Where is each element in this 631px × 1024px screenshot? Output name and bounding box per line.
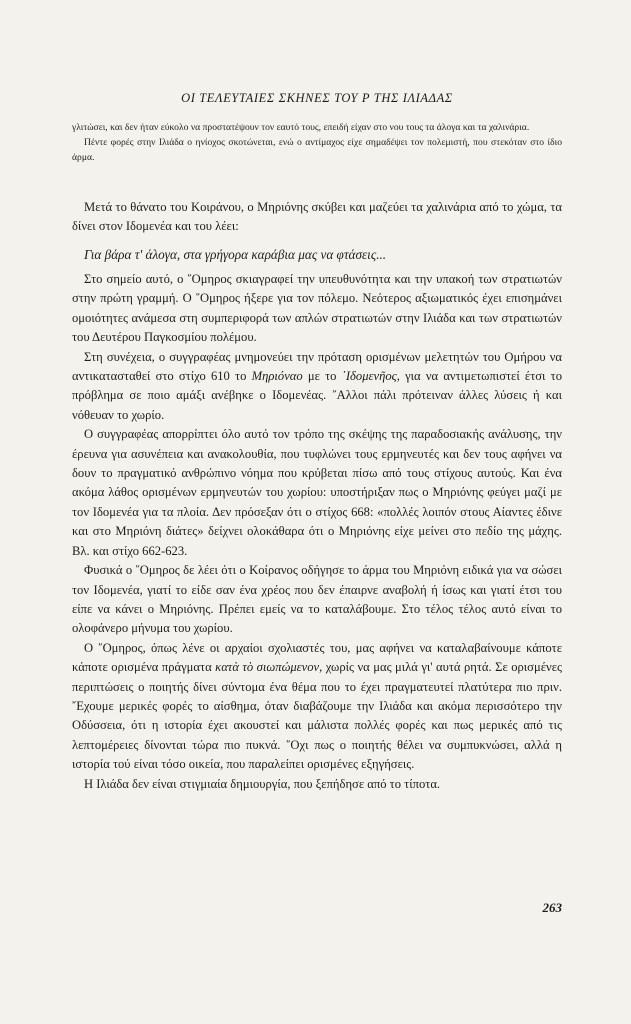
footnotes bbox=[72, 120, 562, 165]
intro-paragraph-block bbox=[72, 198, 562, 237]
greek-term-siopomenon: κατὰ τὸ σιωπώμενον bbox=[215, 660, 320, 675]
footnote-text: Πέντε φορές στην Ιλιάδα ο ηνίοχος σκοτώνεται, ενώ ο αντίμαχος είχε σημαδέψει τον πολεμιστή, που στεκόταν στο ίδιο άρμα. bbox=[72, 137, 562, 163]
footnote-continuation: γλιτώσει, και δεν ήταν εύκολο να προστατέψουν τον εαυτό τους, επειδή είχαν στο νου τους τα άλογα και τα χαλινάρια. bbox=[72, 122, 530, 133]
paragraph-2: Στη συνέχεια, ο συγγραφέας μνημονεύει την πρόταση ορισμένων μελετητών του Ομήρου να αντικατασταθεί στο στίχο 610 το Μηριόναο με το ᾿Ιδομενῆος, για να αντιμετωπιστεί έτσι το πρόβλημα σε ποιο αμάξι ανέβηκε ο Ιδομενέας. ῎Αλλοι πάλι πρότειναν άλλες λύσεις ή και νόθευαν το χωρίο. bbox=[72, 349, 562, 422]
greek-term-merionao: Μηριόναο bbox=[251, 369, 303, 384]
paragraph-6: Η Ιλιάδα δεν είναι στιγμιαία δημιουργία, που ξεπήδησε από το τίποτα. bbox=[84, 776, 441, 791]
greek-term-idomeneos: ᾿Ιδομενῆος bbox=[341, 369, 397, 384]
quoted-verse: Για βάρα τ' άλογα, στα γρήγορα καράβια μας να φτάσεις... bbox=[84, 247, 387, 262]
paragraph-1: Στο σημείο αυτό, ο ῞Ομηρος σκιαγραφεί την υπευθυνότητα και την υπακοή των στρατιωτών στην πρώτη γραμμή. Ο ῞Ομηρος ήξερε για τον πόλεμο. Νεότερος αξιωματικός έχει επισημάνει ομοιότητες ανάμεσα στη συμπεριφορά των απλών στρατιωτών στην Ιλιάδα και των στρατιωτών του Δευτέρου Παγκοσμίου πολέμου. bbox=[72, 272, 562, 345]
paragraph-3: Ο συγγραφέας απορρίπτει όλο αυτό τον τρόπο της σκέψης της παραδοσιακής ανάλυσης, την έρευνα για ασυνέπεια και ανακολουθία, που τυφλώνει τους ερμηνευτές και δεν τους αφήνει να δουν το πραγματικό ανθρώπινο νόημα που κρύβεται πίσω από τους στίχους αυτούς. Και ένα ακόμα λάθος ορισμένων ερμηνευτών του χωρίου: υποστήριξαν πως ο Μηριόνης φεύγει μαζί με τον Ιδομενέα για τα πλοία. Δεν πρόσεξαν ότι ο στίχος 668: «πολλές λοιπόν στους Αίαντες έδινε και στο Μηριόνη διάτες» δείχνει ολοκάθαρα ότι ο Μηριόνης είχε μείνει στο πεδίο της μάχης. Βλ. και στίχο 662-623. bbox=[72, 427, 562, 558]
paragraph-4: Φυσικά ο ῞Ομηρος δε λέει ότι ο Κοίρανος οδήγησε το άρμα του Μηριόνη ειδικά για να σώσει τον Ιδομενέα, γιατί το είδε σαν ένα χρέος που δεν έπαιρνε αναβολή ή ίσως και γιατί έτσι του είπε να κάνει ο Μηριόνης. Πρέπει εμείς να το καταλάβουμε. Στο τέλος τέλος αυτό είναι το ολοφάνερο μήνυμα του χωρίου. bbox=[72, 563, 562, 636]
paragraph-5: Ο ῞Ομηρος, όπως λένε οι αρχαίοι σχολιαστές του, μας αφήνει να καταλαβαίνουμε κάποτε κάποτε ορισμένα πράγματα κατὰ τὸ σιωπώμενον, χωρίς να μας μιλά γι' αυτά ρητά. Σε ορισμένες περιπτώσεις ο ποιητής δίνει σύντομα ένα θέμα που το έχει πραγματευτεί πλατύτερα πιο πριν. ῎Εχουμε μερικές φορές το αίσθημα, όταν διαβάζουμε την Ιλιάδα και ακόμα περισσότερο την Οδύσσεια, ότι η ιστορία έχει ακουστεί και μάλιστα πολλές φορές και πως μερικές από τις λεπτομέρειες δίνονται τώρα πιο πυκνά. ῞Οχι πως ο ποιητής θέλει να συμπυκνώσει, αλλά η ιστορία τού είναι τόσο οικεία, που παραλείπει ορισμένες εξηγήσεις. bbox=[72, 640, 562, 772]
verse-block bbox=[72, 245, 562, 264]
body-text bbox=[72, 270, 562, 794]
running-title: ΟΙ ΤΕΛΕΥΤΑΙΕΣ ΣΚΗΝΕΣ ΤΟΥ Ρ ΤΗΣ ΙΛΙΑΔΑΣ bbox=[181, 91, 453, 105]
page-number: 263 bbox=[542, 900, 562, 915]
intro-paragraph: Μετά το θάνατο του Κοιράνου, ο Μηριόνης σκύβει και μαζεύει τα χαλινάρια από το χώμα, τα δίνει στον Ιδομενέα και του λέει: bbox=[72, 200, 562, 234]
